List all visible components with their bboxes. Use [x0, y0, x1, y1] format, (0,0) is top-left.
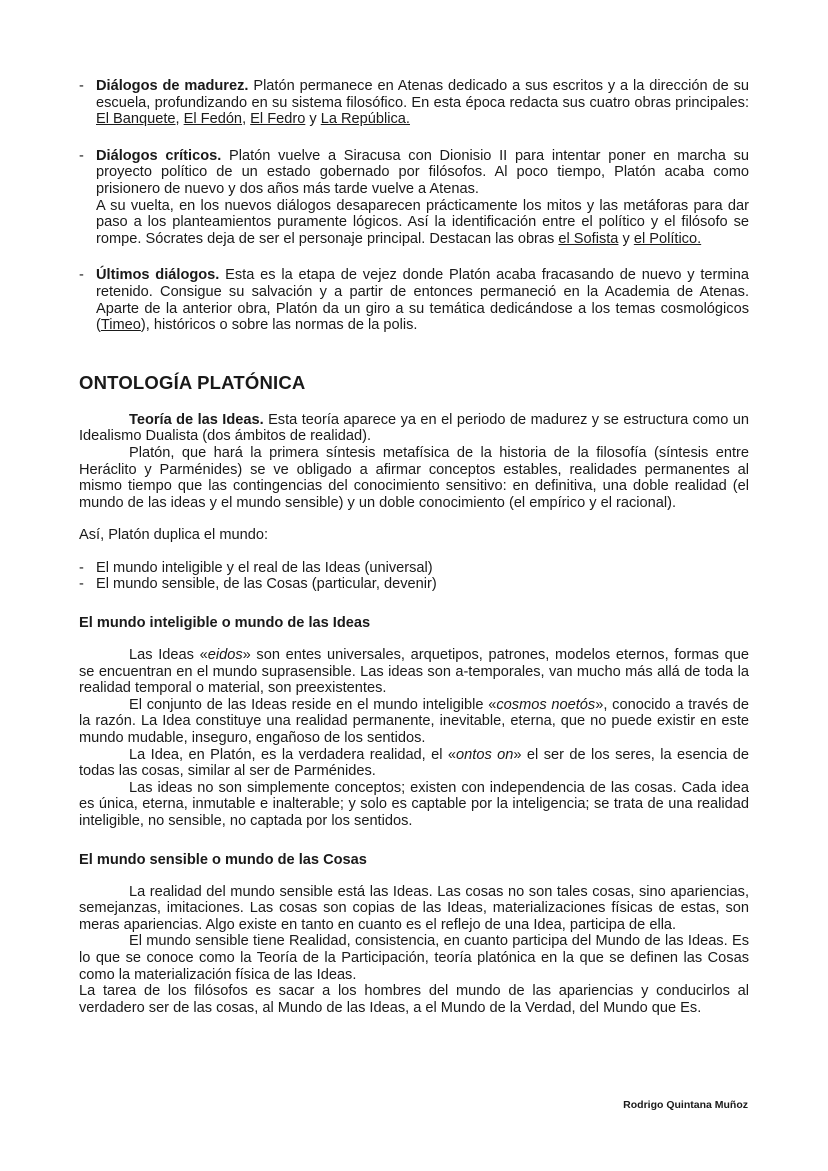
world-list — [79, 560, 749, 593]
subheading-inteligible: El mundo inteligible o mundo de las Ideas — [79, 615, 371, 632]
work-link: El Fedón — [183, 111, 243, 128]
bullet-dash: - — [79, 267, 84, 284]
paragraph: Platón, que hará la primera síntesis metafísica de la historia de la filosofía (síntesis entre Heráclito y Parménides) se ve obligado a afirmar conceptos estables, realidades permanentes al mismo tiempo que las contingencias del conocimiento sensitivo: en definitiva, una doble realidad (el mundo de las ideas y el mundo sensible) y un doble conocimiento (el empírico y el racional). — [79, 444, 749, 511]
bullet-text: Diálogos críticos. Platón vuelve a Siracusa con Dionisio II para intentar poner en marcha su proyecto político de un estado gobernado por filósofos. Al poco tiempo, Platón acaba como prisionero de nuevo y dos años más tarde vuelve a Atenas. — [96, 147, 749, 197]
bullet-dash: - — [79, 559, 84, 576]
bullet-ultimos-dialogos — [79, 267, 749, 333]
subheading-sensible: El mundo sensible o mundo de las Cosas — [79, 851, 367, 868]
paragraph: La tarea de los filósofos es sacar a los hombres del mundo de las apariencias y conducirlos al verdadero ser de las cosas, al Mundo de las Ideas, a el Mundo de la Verdad, del Mundo que Es. — [79, 983, 749, 1016]
paragraph: Así, Platón duplica el mundo: — [79, 527, 269, 544]
list-item: - El mundo inteligible y el real de las Ideas (universal) — [79, 559, 433, 576]
work-link: el Político. — [633, 230, 702, 247]
bullet-text: Últimos diálogos. Esta es la etapa de vejez donde Platón acaba fracasando de nuevo y termina retenido. Consigue su salvación y a partir de entonces permaneció en la Academia de Atenas. Aparte de la anterior obra, Platón da un giro a su temática dedicándose a los temas cosmológicos (Timeo), históricos o sobre las normas de la polis. — [96, 267, 749, 334]
bullet-dialogos-criticos — [79, 148, 749, 248]
paragraph: Las ideas no son simplemente conceptos; existen con independencia de las cosas. Cada idea es única, eterna, inmutable e inalterable; y solo es captable por la inteligencia; se trata de una realidad inteligible, no sensible, no captada por los sentidos. — [79, 779, 749, 829]
page-content — [79, 78, 749, 1016]
section-title: ONTOLOGÍA PLATÓNICA — [79, 371, 306, 393]
paragraph: El conjunto de las Ideas reside en el mundo inteligible «cosmos noetós», conocido a través de la razón. La Idea constituye una realidad permanente, inevitable, eterna, que no puede existir en este mundo mudable, inseguro, engañoso de los sentidos. — [79, 696, 749, 747]
footer-author: Rodrigo Quintana Muñoz — [623, 1099, 748, 1111]
bullet-title: Diálogos de madurez. — [96, 78, 249, 94]
bullet-title: Últimos diálogos. — [96, 267, 220, 284]
bullet-text-continued: A su vuelta, en los nuevos diálogos desaparecen prácticamente los mitos y las metáforas para dar paso a los planteamientos puramente lógicos. Así la identificación entre el político y el filósofo se rompe. Sócrates deja de ser el personaje principal. Destacan las obras el Sofista y el Político. — [96, 197, 749, 247]
bullet-text: Diálogos de madurez. Platón permanece en Atenas dedicado a sus escritos y a la dirección de su escuela, profundizando en su sistema filosófico. En esta época redacta sus cuatro obras principales: El Banquete, El Fedón, El Fedro y La República. — [96, 78, 749, 128]
paragraph: La realidad del mundo sensible está las Ideas. Las cosas no son tales cosas, sino apariencias, semejanzas, imitaciones. Las cosas son copias de las Ideas, materializaciones físicas de estas, son meras apariencias. Algo existe en tanto en cuanto es el reflejo de una Idea, participa de ella. — [79, 883, 749, 933]
work-link: el Sofista — [558, 230, 619, 247]
paragraph: La Idea, en Platón, es la verdadera realidad, el «ontos on» el ser de los seres, la esencia de todas las cosas, similar al ser de Parménides. — [79, 746, 749, 780]
paragraph: Teoría de las Ideas. Esta teoría aparece ya en el periodo de madurez y se estructura como un Idealismo Dualista (dos ámbitos de realidad). — [79, 411, 749, 445]
teoria-title: Teoría de las Ideas. — [129, 411, 264, 428]
paragraph: El mundo sensible tiene Realidad, consistencia, en cuanto participa del Mundo de las Ideas. Es lo que se conoce como la Teoría de la Participación, teoría platónica en la que se definen las Cosas como la materialización física de las Ideas. — [79, 933, 749, 983]
list-item: - El mundo sensible, de las Cosas (particular, devenir) — [79, 576, 437, 593]
work-link: El Banquete — [96, 111, 176, 128]
bullet-dash: - — [79, 147, 84, 164]
paragraph: Las Ideas «eidos» son entes universales, arquetipos, patrones, modelos eternos, formas que se encuentran en el mundo suprasensible. Las ideas son a-temporales, van mucho más allá de toda la realidad temporal o material, son preexistentes. — [79, 647, 749, 697]
work-link: El Fedro — [250, 111, 306, 128]
bullet-dialogos-madurez — [79, 78, 749, 128]
work-link: La República. — [320, 111, 410, 128]
bullet-dash: - — [79, 576, 84, 593]
work-link: Timeo — [100, 317, 141, 334]
bullet-dash: - — [79, 78, 84, 94]
bullet-title: Diálogos críticos. — [96, 147, 222, 164]
